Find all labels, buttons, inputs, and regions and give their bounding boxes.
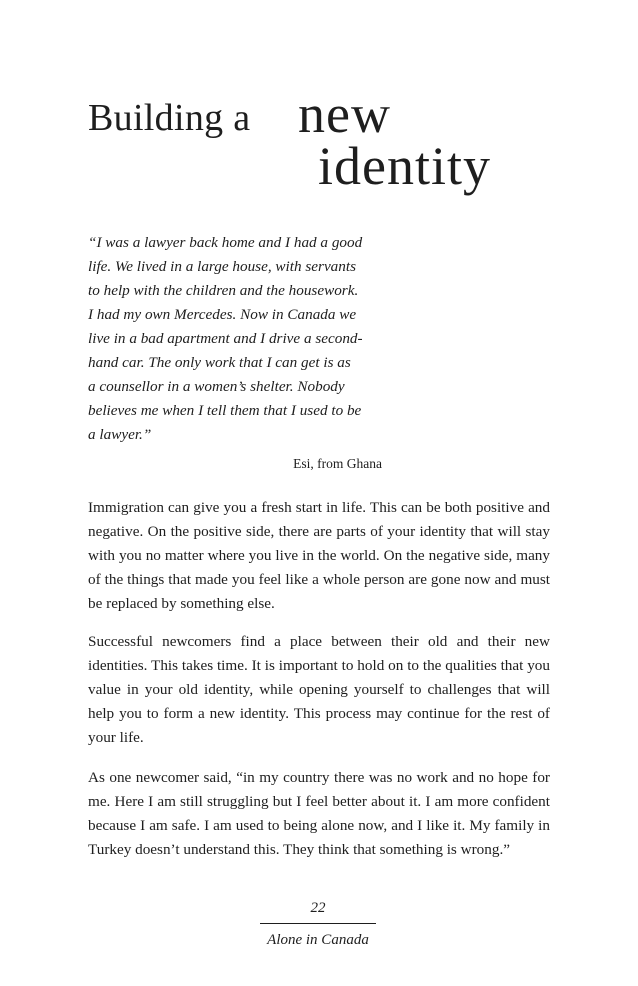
heading-new: new (298, 84, 391, 144)
quote-line: I had my own Mercedes. Now in Canada we (88, 306, 357, 323)
quote-line: believes me when I tell them that I used to be (88, 402, 362, 419)
heading-building-a: Building a (88, 97, 251, 139)
quote-line: to help with the children and the housework. (88, 282, 359, 299)
quote-line: live in a bad apartment and I drive a second- (88, 330, 363, 347)
body-paragraph-2: Successful newcomers find a place between their old and their new identities. This takes time. It is important to hold on to the qualities that you value in your old identity, while opening yourself to challenges that will help you to form a new identity. This process may continue for the rest of your life. (88, 633, 550, 746)
quote-attribution: Esi, from Ghana (293, 456, 382, 471)
testimonial-quote (88, 231, 388, 447)
body-paragraph-1: Immigration can give you a fresh start in life. This can be both positive and negative. On the positive side, there are parts of your identity that will stay with you no matter where you live in the world. On the negative side, many of the things that made you feel like a whole person are gone now and must be replaced by something else. (88, 499, 550, 612)
page-number: 22 (310, 900, 326, 916)
body-paragraph-3: As one newcomer said, “in my country there was no work and no hope for me. Here I am still struggling but I feel better about it. I am more confident because I am safe. I am used to being alone now, and I like it. My family in Turkey doesn’t understand this. They think that something is wrong.” (88, 769, 550, 858)
footer-book-title: Alone in Canada (267, 932, 369, 948)
heading-identity: identity (318, 136, 491, 196)
footer-divider (260, 923, 376, 924)
quote-line: hand car. The only work that I can get is as (88, 354, 351, 371)
quote-line: a counsellor in a women’s shelter. Nobody (88, 378, 345, 395)
quote-line: life. We lived in a large house, with servants (88, 258, 356, 275)
quote-line: “I was a lawyer back home and I had a good (88, 234, 363, 251)
quote-line: a lawyer.” (88, 426, 152, 443)
